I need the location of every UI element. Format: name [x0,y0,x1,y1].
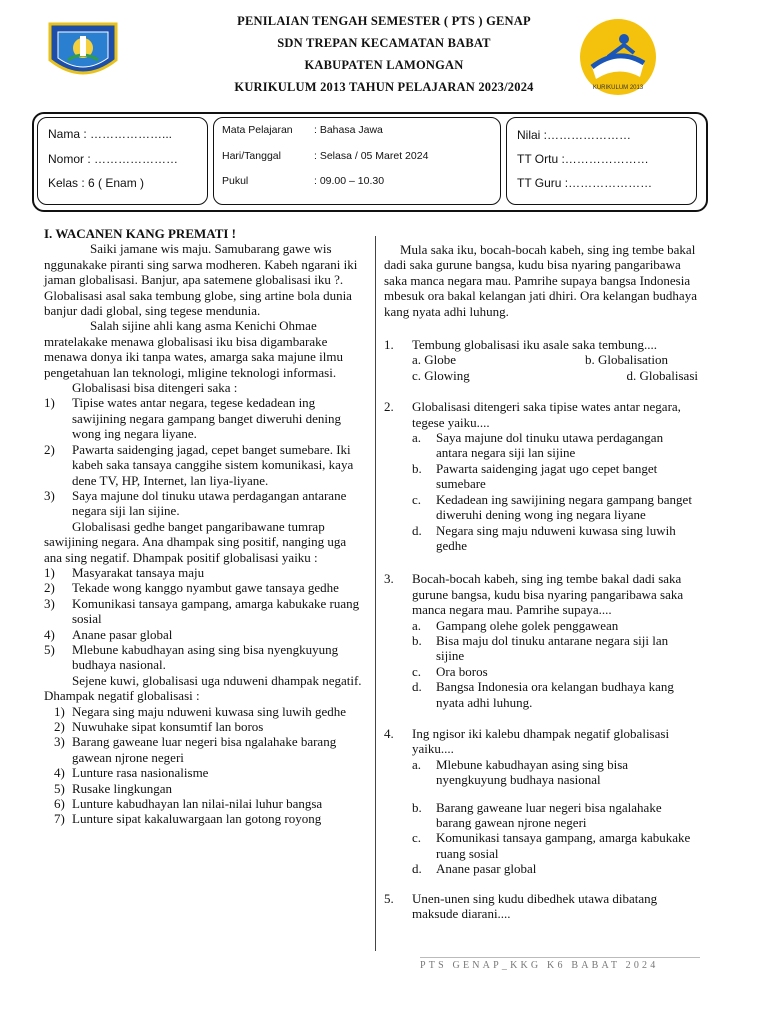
option-b[interactable]: b. Barang gaweane luar negeri bisa ngalahake barang gawean njrone negeri [412,799,662,830]
list-item: 7) Lunture sipat kakaluwargaan lan gotong royong [54,811,322,827]
tt-guru-field[interactable]: TT Guru :………………… [517,176,653,190]
tt-ortu-field[interactable]: TT Ortu :………………… [517,152,649,166]
page-footer: PTS GENAP_KKG K6 BABAT 2024 [420,957,700,971]
question-1: 1. Tembung globalisasi iku asale saka tembung.... a. Globe b. Globalisation c. Glowing d. Globalisasi [384,337,698,383]
list-item: 3) Barang gaweane luar negeri bisa ngalahake barang gawean njrone negeri [54,734,337,765]
list-item: 4) Anane pasar global [44,626,173,642]
hari-value: : Selasa / 05 Maret 2024 [314,150,429,162]
passage-paragraph-5: Sejene kuwi, globalisasi uga nduweni dhampak negatif. Dhampak negatif globalisasi : [44,672,362,704]
nilai-field[interactable]: Nilai :………………… [517,128,632,142]
option-a[interactable]: a. Gampang olehe golek penggawean [412,617,619,633]
negative-impact-list [44,704,364,827]
option-d[interactable]: d. Globalisasi [626,367,698,383]
option-b[interactable]: b. Globalisation [584,352,668,368]
hari-label: Hari/Tanggal [222,150,281,162]
header-line-4: KURIKULUM 2013 TAHUN PELAJARAN 2023/2024 [234,80,534,94]
question-text: Ing ngisor iki kalebu dhampak negatif globalisasi yaiku.... [412,725,670,757]
option-b[interactable]: b. Bisa maju dol tinuku antarane negara siji lan sijine [412,632,669,664]
option-c[interactable]: c. Ora boros [412,663,488,679]
header-line-3: KABUPATEN LAMONGAN [304,58,464,72]
list-item: 1) Masyarakat tansaya maju [44,564,205,580]
list-item: 6) Lunture kabudhayan lan nilai-nilai luhur bangsa [54,796,323,812]
passage-paragraph-2: Salah sijine ahli kang asma Kenichi Ohmae mratelakake menawa globalisasi iku bisa digambarake menawa donya iki tanpa wates, amarga saka majune ilmu pengetahuan lan teknologi, mligine teknologi informasi. [44,318,344,380]
option-c[interactable]: c. Kedadean ing sawijining negara gampang banget diweruhi dening wong ing negara liyane [412,491,692,523]
option-a[interactable]: a. Saya majune dol tinuku utawa perdagangan antara negara siji lan sijine [412,430,664,461]
positive-impact-list [44,565,364,673]
list-item: 2) Pawarta saidenging jagad, cepet banget sumebare. Iki kabeh saka tansaya canggihe sistem komunikasi, kaya dene TV, HP, Internet, lan liya-liyane. [44,441,354,488]
passage-paragraph-4: Globalisasi gedhe banget pangaribawane tumrap sawijining negara. Ana dhampak sing positif, nanging uga ana sing negatif. Dhampak positif globalisasi yaiku : [44,518,347,565]
mapel-label: Mata Pelajaran [222,124,293,136]
list-item: 3) Komunikasi tansaya gampang, amarga kabukake ruang sosial [44,595,360,627]
question-4: 4. Ing ngisor iki kalebu dhampak negatif globalisasi yaiku.... a. Mlebune kabudhayan asing sing bisa nyengkuyung budhaya nasional b. Barang gaweane luar negeri bisa ngalahake barang gawean njrone negeri c. Komunikasi tansaya gampang, amarga kabukake ruang sosial d. Anane pasar global [384,726,698,877]
student-identity-panel [37,117,208,205]
student-info-box [32,112,708,212]
option-a[interactable]: a. Globe [412,352,457,368]
option-d[interactable]: d. Anane pasar global [412,861,537,877]
option-d[interactable]: d. Bangsa Indonesia ora kelangan budhaya kang nyata adhi luhung. [412,679,674,710]
characteristics-list [44,395,364,518]
list-item: 5) Rusake lingkungan [54,780,173,796]
question-2: 2. Globalisasi ditengeri saka tipise wates antar negara, tegese yaiku.... a. Saya majune dol tinuku utawa perdagangan antara negara siji lan sijine b. Pawarta saidenging jagat ugo cepet banget sumebare c. Kedadean ing sawijining negara gampang banget diweruhi dening wong ing negara liyane d. Negara sing maju nduweni kuwasa sing luwih gedhe [384,399,698,553]
question-3: 3. Bocah-bocah kabeh, sing ing tembe bakal dadi saka gurune bangsa, kudu bisa nyaring pangaribawa saka manca negara mau. Pamrihe supaya.... a. Gampang olehe golek penggawean b. Bisa maju dol tinuku antarane negara siji lan sijine c. Ora boros d. Bangsa Indonesia ora kelangan budhaya kang nyata adhi luhung. [384,571,698,710]
list-item: 5) Mlebune kabudhayan asing sing bisa nyengkuyung budhaya nasional. [44,641,339,673]
list-item: 1) Tipise wates antar negara, tegese kedadean ing sawijining negara gampang banget diweruhi dening wong ing negara liyane. [44,395,341,442]
passage-paragraph-3: Globalisasi bisa ditengeri saka : [72,380,238,396]
questions-column [384,242,698,921]
option-c[interactable]: c. Komunikasi tansaya gampang, amarga kabukake ruang sosial [412,830,691,861]
list-item: 3) Saya majune dol tinuku utawa perdagangan antarane negara siji lan sijine. [44,487,347,519]
option-c[interactable]: c. Glowing [412,367,470,383]
question-text: Unen-unen sing kudu dibedhek utawa dibatang maksude diarani.... [412,890,658,922]
pukul-value: : 09.00 – 10.30 [314,175,385,187]
subject-info-panel [213,117,501,205]
grading-panel [506,117,697,205]
header-line-1: PENILAIAN TENGAH SEMESTER ( PTS ) GENAP [237,14,531,28]
list-item: 4) Lunture rasa nasionalisme [54,765,209,781]
document-header [0,10,768,98]
mapel-value: : Bahasa Jawa [314,124,383,136]
section-title: I. WACANEN KANG PREMATI ! [44,226,236,241]
list-item: 1) Negara sing maju nduweni kuwasa sing luwih gedhe [54,703,347,719]
option-d[interactable]: d. Negara sing maju nduweni kuwasa sing luwih gedhe [412,522,676,553]
list-item: 2) Tekade wong kanggo nyambut gawe tansaya gedhe [44,580,339,596]
svg-text:KURIKULUM 2013: KURIKULUM 2013 [592,85,644,91]
question-text: Bocah-bocah kabeh, sing ing tembe bakal dadi saka gurune bangsa, kudu bisa nyaring pangaribawa saka manca negara mau. Pamrihe supaya.... [412,571,684,618]
list-item: 2) Nuwuhake sipat konsumtif lan boros [54,719,264,734]
reading-passage-column [44,226,364,827]
nomor-field[interactable]: Nomor : ………………… [48,152,179,166]
pukul-label: Pukul [222,175,249,187]
option-a[interactable]: a. Mlebune kabudhayan asing sing bisa nyengkuyung budhaya nasional [412,756,629,788]
passage-paragraph-1: Saiki jamane wis maju. Samubarang gawe wis nggunakake piranti sing sarwa modheren. Kabeh ngarani iki jaman globalisasi. Banjur, apa satemene globalisasi iku ?. Globalisasi asal saka tembung globe, sing artine bola dunia banjur dadi global, sing tegese mendunia. [44,241,358,319]
question-5: 5. Unen-unen sing kudu dibedhek utawa dibatang maksude diarani.... [384,891,698,922]
option-b[interactable]: b. Pawarta saidenging jagat ugo cepet banget sumebare [412,460,658,492]
column-divider [375,236,376,951]
nama-field[interactable]: Nama : ………………... [48,127,173,141]
kelas-field: Kelas : 6 ( Enam ) [48,176,145,190]
header-line-2: SDN TREPAN KECAMATAN BABAT [277,36,491,50]
question-text: Globalisasi ditengeri saka tipise wates antar negara, tegese yaiku.... [412,399,681,430]
question-text: Tembung globalisasi iku asale saka tembung.... [412,337,657,353]
passage-conclusion: Mula saka iku, bocah-bocah kabeh, sing ing tembe bakal dadi saka gurune bangsa, kudu bisa nyaring pangaribawa saka manca negara mau. Pamrihe supaya bangsa Indonesia mbesuk ora bakal kelangan jati dhiri. Ora kelangan budhaya kang nyata adhi luhung. [384,242,697,319]
